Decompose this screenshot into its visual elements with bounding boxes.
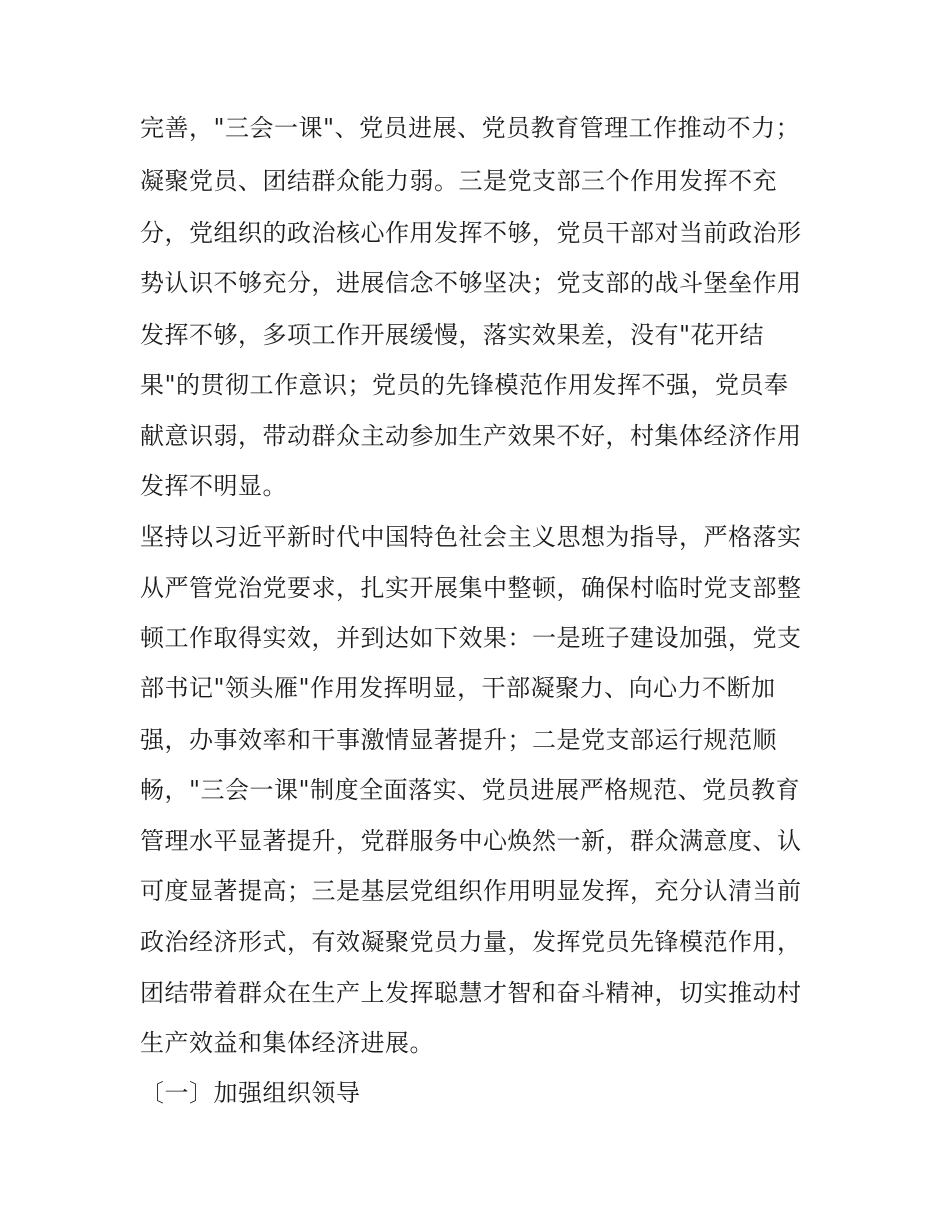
text-line: 凝聚党员、团结群众能力弱。三是党支部三个作用发挥不充 (140, 167, 777, 195)
text-line: 势认识不够充分，进展信念不够坚决；党支部的战斗堡垒作用 (140, 269, 802, 297)
text-line: 分，党组织的政治核心作用发挥不够，党员干部对当前政治形 (140, 219, 802, 247)
text-line: 畅，"三会一课"制度全面落实、党员进展严格规范、党员教育 (140, 776, 801, 804)
text-line: 坚持以习近平新时代中国特色社会主义思想为指导，严格落实 (140, 523, 802, 551)
text-line: 顿工作取得实效，并到达如下效果：一是班子建设加强，党支 (140, 624, 802, 652)
text-line: 果"的贯彻工作意识；党员的先锋模范作用发挥不强，党员奉 (140, 371, 789, 399)
text-line: 部书记"领头雁"作用发挥明显，干部凝聚力、向心力不断加 (140, 674, 776, 702)
text-line: 献意识弱，带动群众主动参加生产效果不好，村集体经济作用 (140, 422, 802, 450)
text-line: 发挥不明显。 (140, 472, 287, 500)
text-line: 强，办事效率和干事激情显著提升；二是党支部运行规范顺 (140, 726, 777, 754)
text-line: 生产效益和集体经济进展。 (140, 1029, 434, 1057)
text-line: 从严管党治党要求，扎实开展集中整顿，确保村临时党支部整 (140, 574, 802, 602)
text-line: 完善，"三会一课"、党员进展、党员教育管理工作推动不力； (140, 114, 801, 142)
text-line: 团结带着群众在生产上发挥聪慧才智和奋斗精神，切实推动村 (140, 979, 802, 1007)
text-line: 政治经济形式，有效凝聚党员力量，发挥党员先锋模范作用， (140, 928, 802, 956)
text-line: 管理水平显著提升，党群服务中心焕然一新，群众满意度、认 (140, 827, 802, 855)
section-heading: 〔一〕加强组织领导 (140, 1079, 361, 1107)
text-line: 可度显著提高；三是基层党组织作用明显发挥，充分认清当前 (140, 877, 802, 905)
text-line: 发挥不够，多项工作开展缓慢，落实效果差，没有"花开结 (140, 321, 765, 349)
